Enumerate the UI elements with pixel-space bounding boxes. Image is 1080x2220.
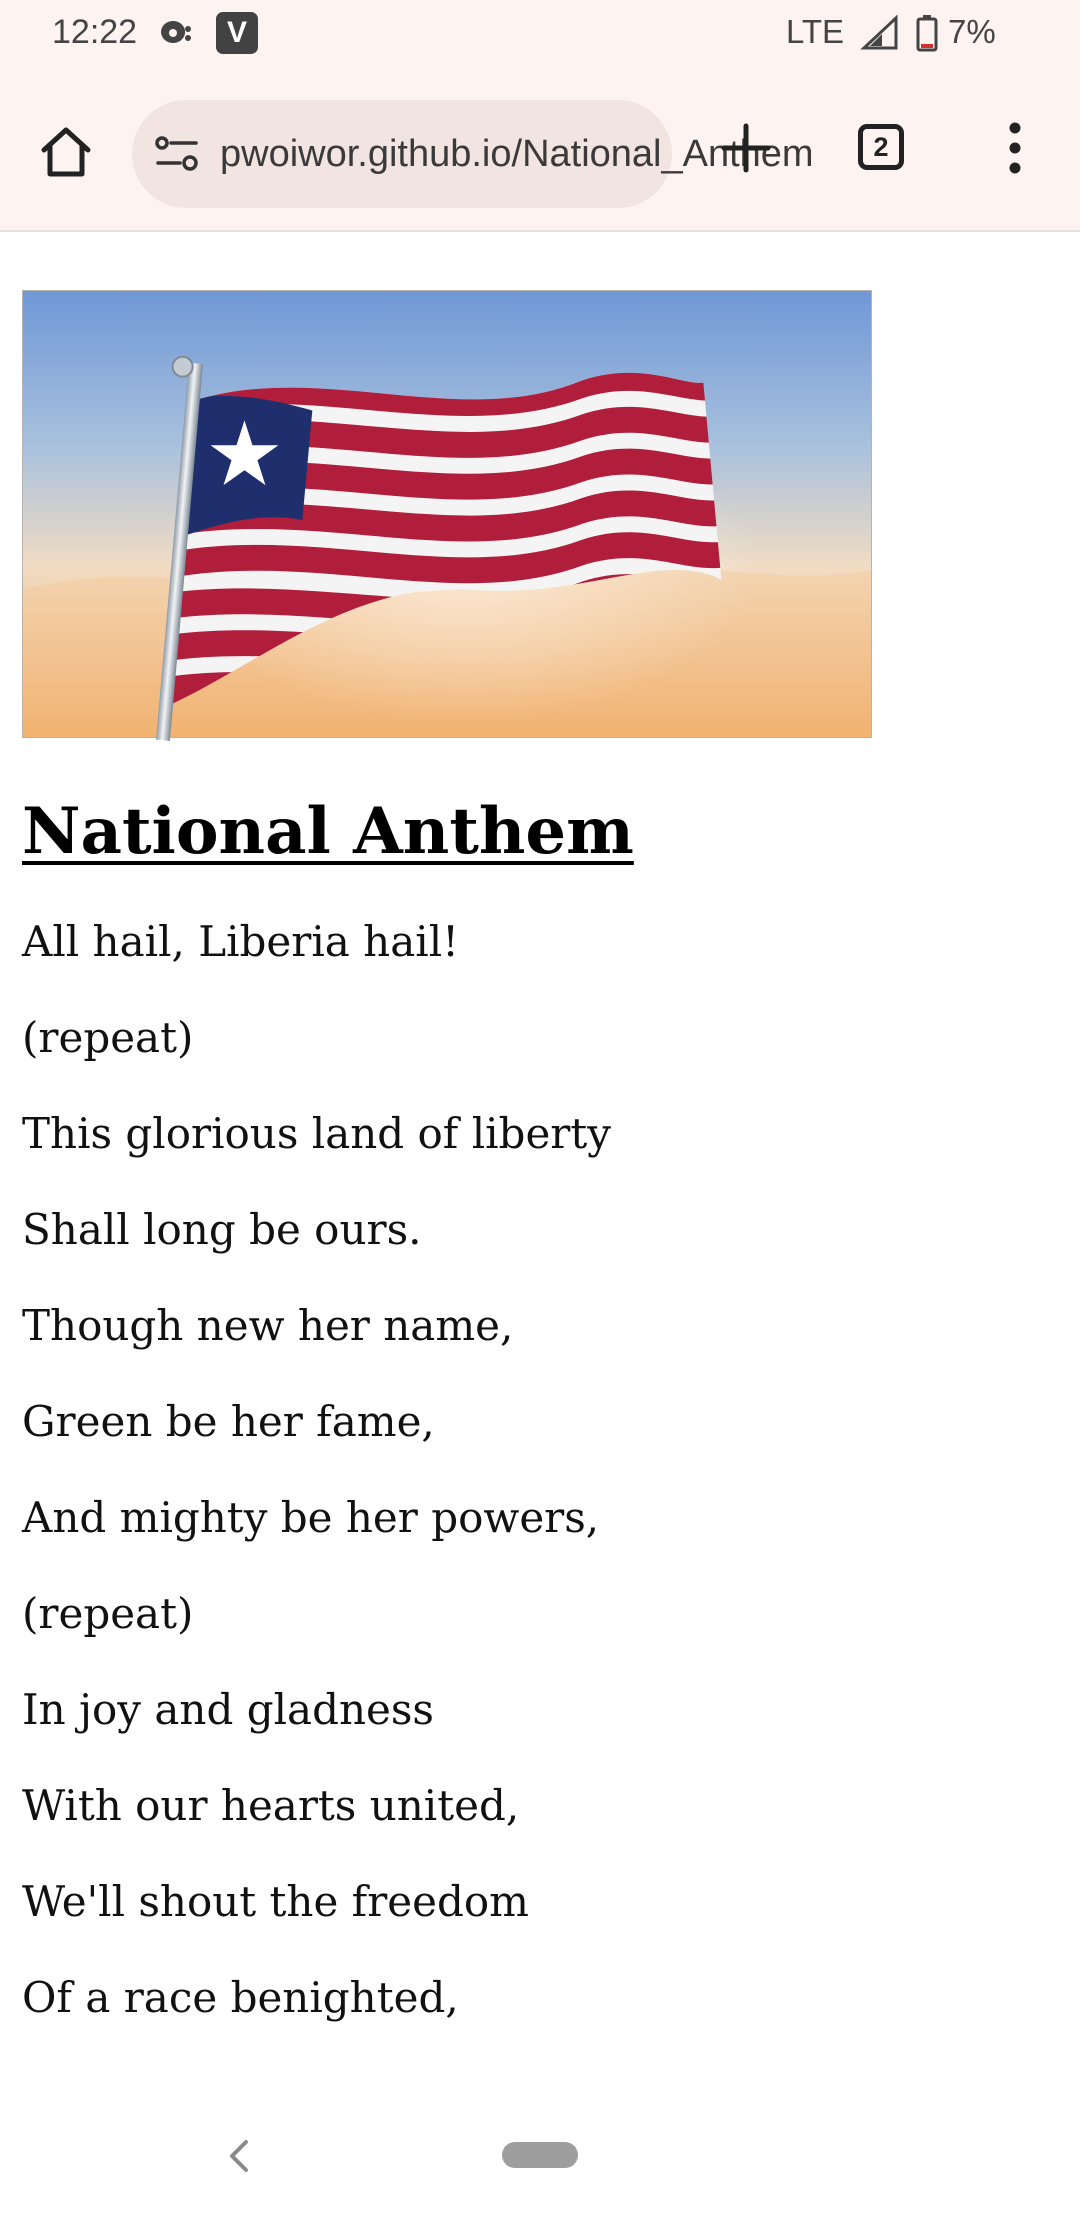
lyric-line: All hail, Liberia hail! <box>22 917 460 966</box>
status-time: 12:22 <box>52 13 138 51</box>
lyric-line: (repeat) <box>22 1013 194 1062</box>
address-bar[interactable] <box>132 100 814 208</box>
page-title: National Anthem <box>22 794 634 869</box>
lyric-line: In joy and gladness <box>22 1685 434 1734</box>
lyric-line: (repeat) <box>22 1589 194 1638</box>
back-chevron-icon[interactable] <box>224 2136 254 2176</box>
page-content <box>0 232 1080 2100</box>
signal-icon <box>862 16 898 50</box>
tab-switcher-icon[interactable]: 2 <box>858 124 904 170</box>
lyric-line: Of a race benighted, <box>22 1973 459 2022</box>
home-icon[interactable] <box>34 120 98 184</box>
lyric-line: Shall long be ours. <box>22 1205 422 1254</box>
lyric-line: And mighty be her powers, <box>22 1493 600 1542</box>
status-bar <box>0 0 1080 66</box>
site-settings-icon[interactable] <box>154 132 200 176</box>
home-gesture-handle[interactable] <box>502 2142 578 2168</box>
browser-toolbar <box>0 66 1080 232</box>
battery-percentage: 7% <box>948 13 996 50</box>
overflow-menu-icon[interactable] <box>990 118 1040 178</box>
anthem-lyrics <box>22 914 611 2066</box>
lyric-line: Though new her name, <box>22 1301 514 1350</box>
system-navigation-bar <box>0 2100 1080 2220</box>
lyric-line: With our hearts united, <box>22 1781 520 1830</box>
vivaldi-icon: V <box>216 12 258 54</box>
network-type: LTE <box>786 13 845 50</box>
liberia-flag-image <box>22 290 872 738</box>
chat-bubble-icon <box>158 18 194 48</box>
lyric-line: Green be her fame, <box>22 1397 435 1446</box>
plus-icon[interactable] <box>716 118 776 178</box>
battery-low-icon <box>916 14 938 52</box>
url-text[interactable]: pwoiwor.github.io/National_Anthem <box>220 133 814 175</box>
lyric-line: We'll shout the freedom <box>22 1877 529 1926</box>
lyric-line: This glorious land of liberty <box>22 1109 611 1158</box>
